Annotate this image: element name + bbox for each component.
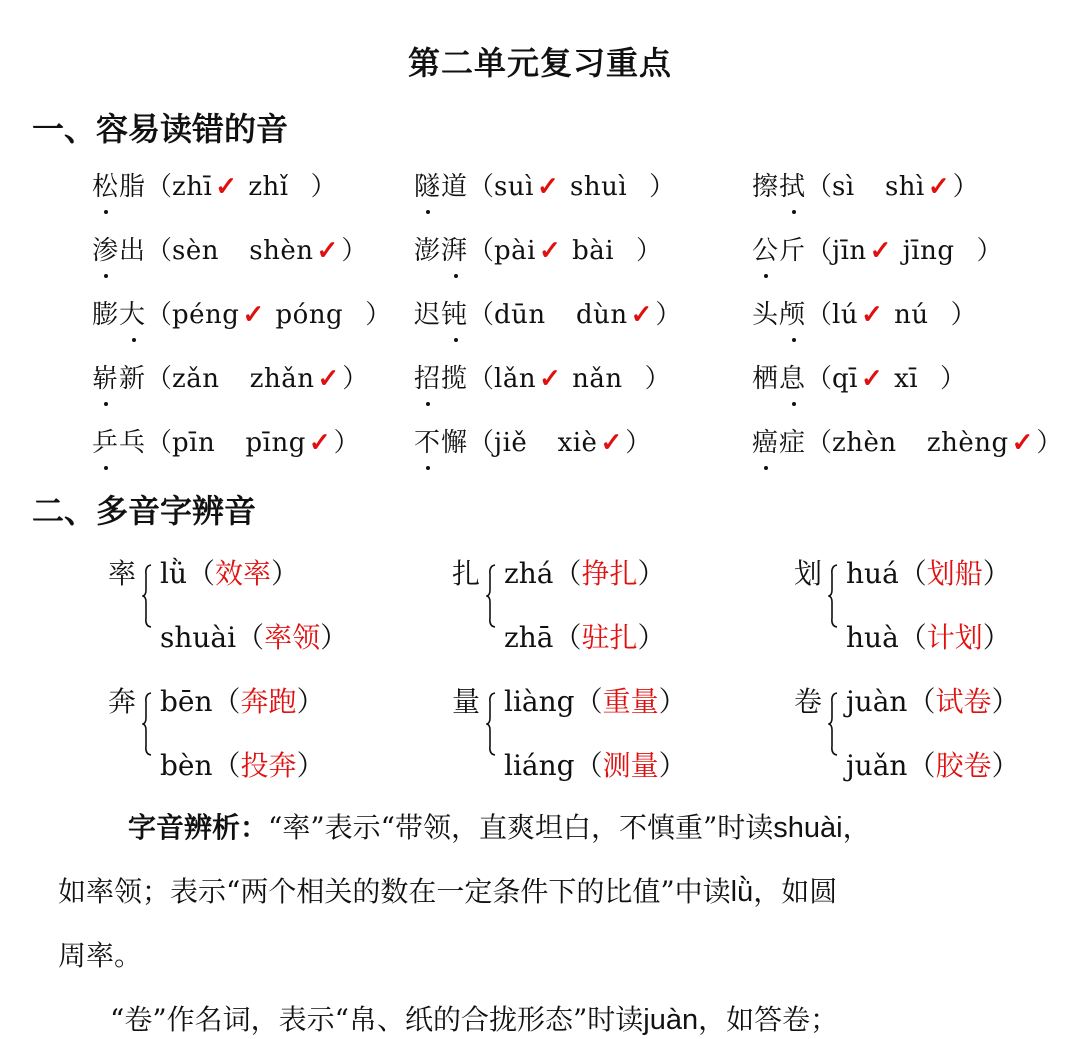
misread-item: 擦拭（sì shì ✓ ）: [752, 172, 979, 202]
item-word: 膨大: [92, 300, 147, 330]
emphasis-dot: [132, 338, 136, 342]
check-mark-icon: ✓: [869, 236, 892, 266]
reading-2-pinyin: bèn: [160, 749, 213, 782]
reading-1-word: 划船: [926, 557, 983, 590]
analysis-text-4b: ，如答卷；: [698, 1003, 839, 1036]
reading-2-pinyin: juǎn: [846, 749, 908, 782]
reading-2-pinyin: shuài: [160, 621, 237, 654]
misread-item: 癌症（zhèn zhèng ✓ ）: [752, 428, 1063, 458]
reading-2-pinyin: liáng: [504, 749, 575, 782]
misread-item: 膨大（péng ✓ póng ）: [92, 300, 392, 330]
check-mark-icon: ✓: [600, 428, 623, 458]
analysis-text-3: 周率。: [58, 939, 143, 972]
emphasis-dot: [764, 466, 768, 470]
item-word: 松脂: [92, 172, 147, 202]
misread-item: 崭新（zǎn zhǎn ✓ ）: [92, 364, 369, 394]
item-word: 癌症: [752, 428, 807, 458]
reading-2: shuài（率领）: [160, 621, 349, 654]
item-word: 渗出: [92, 236, 147, 266]
reading-1-word: 挣扎: [581, 557, 638, 590]
item-option-1: pài: [494, 236, 536, 266]
analysis-line-3: [58, 934, 1048, 974]
emphasis-dot: [792, 402, 796, 406]
item-word: 澎湃: [414, 236, 469, 266]
reading-2-word: 计划: [926, 621, 983, 654]
reading-2-word: 驻扎: [581, 621, 638, 654]
item-option-2: xiè: [557, 428, 598, 458]
misread-item: 澎湃（pài ✓ bài ）: [414, 236, 663, 266]
brace-icon: [142, 564, 152, 628]
misread-item: 栖息（qī ✓ xī ）: [752, 364, 967, 394]
analysis-line-1: [128, 806, 1080, 846]
check-mark-icon: ✓: [539, 364, 561, 394]
item-option-1: zǎn: [172, 364, 220, 394]
section-heading-misread: 一、容易读错的音: [32, 110, 289, 148]
item-word: 崭新: [92, 364, 147, 394]
emphasis-dot: [104, 466, 108, 470]
emphasis-dot: [426, 466, 430, 470]
reading-1: lǜ（效率）: [160, 557, 300, 590]
item-word: 栖息: [752, 364, 807, 394]
reading-2-pinyin: zhā: [504, 621, 554, 654]
reading-1-word: 效率: [215, 557, 272, 590]
item-option-2: nú: [894, 300, 929, 330]
check-mark-icon: ✓: [1011, 428, 1034, 458]
item-option-2: xī: [894, 364, 919, 394]
analysis-text-1a: “率”表示“带领，直爽坦白，不慎重”时读: [268, 811, 774, 844]
misread-item: 不懈（jiě xiè ✓ ）: [414, 428, 652, 458]
brace-icon: [828, 564, 838, 628]
reading-1-pinyin: lǜ: [160, 557, 187, 590]
item-word: 擦拭: [752, 172, 807, 202]
check-mark-icon: ✓: [308, 428, 331, 458]
item-option-1: dūn: [494, 300, 546, 330]
analysis-label: 字音辨析：: [128, 811, 269, 844]
misread-item: 迟钝（dūn dùn ✓ ）: [414, 300, 682, 330]
polyphonic-char: 量: [452, 685, 481, 718]
item-option-1: lú: [832, 300, 859, 330]
analysis-text-1b: ，: [842, 811, 871, 844]
brace-icon: [828, 692, 838, 756]
misread-item: 招揽（lǎn ✓ nǎn ）: [414, 364, 671, 394]
reading-1-pinyin: liàng: [504, 685, 575, 718]
check-mark-icon: ✓: [215, 172, 238, 202]
reading-2: juǎn（胶卷）: [846, 749, 1020, 782]
reading-1: liàng（重量）: [504, 685, 687, 718]
reading-1-pinyin: juàn: [846, 685, 908, 718]
item-option-1: zhèn: [832, 428, 897, 458]
reading-2: bèn（投奔）: [160, 749, 325, 782]
item-option-2: nǎn: [572, 364, 623, 394]
item-option-2: zhǐ: [248, 172, 289, 202]
item-option-2: shuì: [570, 172, 628, 202]
reading-2-word: 投奔: [240, 749, 297, 782]
reading-2: huà（计划）: [846, 621, 1011, 654]
analysis-text-4a: “卷”作名词，表示“帛、纸的合拢形态”时读: [110, 1003, 644, 1036]
polyphonic-char: 率: [108, 557, 137, 590]
item-word: 头颅: [752, 300, 807, 330]
item-option-1: lǎn: [494, 364, 537, 394]
item-option-1: sì: [832, 172, 855, 202]
check-mark-icon: ✓: [242, 300, 265, 330]
item-word: 公斤: [752, 236, 807, 266]
reading-1-word: 试卷: [935, 685, 992, 718]
check-mark-icon: ✓: [861, 300, 883, 330]
item-option-1: qī: [832, 364, 858, 394]
misread-item: 头颅（lú ✓ nú ）: [752, 300, 977, 330]
page-title: 第二单元复习重点: [407, 44, 672, 82]
reading-2-pinyin: huà: [846, 621, 899, 654]
emphasis-dot: [426, 210, 430, 214]
reading-1-word: 奔跑: [240, 685, 297, 718]
item-word: 乒乓: [92, 428, 147, 458]
misread-item: 松脂（zhī ✓ zhǐ ）: [92, 172, 337, 202]
emphasis-dot: [454, 338, 458, 342]
check-mark-icon: ✓: [630, 300, 653, 330]
emphasis-dot: [764, 274, 768, 278]
analysis-line-2: [58, 870, 1048, 910]
misread-item: 乒乓（pīn pīng ✓ ）: [92, 428, 360, 458]
misread-item: 渗出（sèn shèn ✓ ）: [92, 236, 368, 266]
misread-item: 隧道（suì ✓ shuì ）: [414, 172, 676, 202]
section-heading-polyphonic: 二、多音字辨音: [32, 492, 257, 530]
reading-2: zhā（驻扎）: [504, 621, 666, 654]
check-mark-icon: ✓: [317, 364, 340, 394]
check-mark-icon: ✓: [861, 364, 883, 394]
emphasis-dot: [104, 402, 108, 406]
reading-1-pinyin: huá: [846, 557, 899, 590]
polyphonic-char: 划: [794, 557, 823, 590]
item-option-1: sèn: [172, 236, 220, 266]
reading-1-pinyin: bēn: [160, 685, 213, 718]
item-option-2: pīng: [245, 428, 306, 458]
emphasis-dot: [104, 274, 108, 278]
brace-icon: [486, 692, 496, 756]
analysis-text-2a: 如率领；表示“两个相关的数在一定条件下的比值”中读: [58, 875, 731, 908]
reading-1-pinyin: zhá: [504, 557, 554, 590]
item-option-1: péng: [172, 300, 240, 330]
item-option-2: shèn: [249, 236, 314, 266]
emphasis-dot: [426, 402, 430, 406]
emphasis-dot: [454, 274, 458, 278]
reading-1: huá（划船）: [846, 557, 1011, 590]
misread-item: 公斤（jīn ✓ jīng ）: [752, 236, 1003, 266]
item-option-2: jīng: [902, 236, 955, 266]
item-option-1: pīn: [172, 428, 216, 458]
reading-2: liáng（测量）: [504, 749, 687, 782]
item-option-2: shì: [884, 172, 925, 202]
polyphonic-char: 奔: [108, 685, 137, 718]
emphasis-dot: [792, 210, 796, 214]
item-option-2: zhèng: [926, 428, 1009, 458]
item-word: 不懈: [414, 428, 469, 458]
analysis-pinyin-lv: lǜ: [730, 876, 754, 908]
reading-1: bēn（奔跑）: [160, 685, 325, 718]
brace-icon: [142, 692, 152, 756]
emphasis-dot: [792, 338, 796, 342]
reading-2-word: 胶卷: [935, 749, 992, 782]
reading-1: zhá（挣扎）: [504, 557, 666, 590]
emphasis-dot: [104, 210, 108, 214]
reading-2-word: 率领: [264, 621, 321, 654]
reading-1: juàn（试卷）: [846, 685, 1020, 718]
item-option-2: zhǎn: [249, 364, 315, 394]
analysis-pinyin-shuai: shuài: [773, 812, 843, 844]
item-option-1: jiě: [494, 428, 528, 458]
reading-1-word: 重量: [602, 685, 659, 718]
check-mark-icon: ✓: [927, 172, 950, 202]
polyphonic-char: 扎: [452, 557, 481, 590]
brace-icon: [486, 564, 496, 628]
item-option-1: suì: [494, 172, 534, 202]
check-mark-icon: ✓: [536, 172, 559, 202]
analysis-pinyin-juan: juàn: [643, 1004, 699, 1036]
check-mark-icon: ✓: [316, 236, 339, 266]
item-option-1: zhī: [172, 172, 213, 202]
item-option-2: póng: [275, 300, 344, 330]
reading-2-word: 测量: [602, 749, 659, 782]
item-option-2: dùn: [575, 300, 628, 330]
item-option-2: bài: [572, 236, 615, 266]
item-option-1: jīn: [832, 236, 867, 266]
analysis-line-4: [110, 998, 1080, 1038]
item-word: 招揽: [414, 364, 469, 394]
item-word: 迟钝: [414, 300, 469, 330]
polyphonic-char: 卷: [794, 685, 823, 718]
item-word: 隧道: [414, 172, 469, 202]
analysis-text-2b: ，如圆: [753, 875, 838, 908]
check-mark-icon: ✓: [539, 236, 561, 266]
